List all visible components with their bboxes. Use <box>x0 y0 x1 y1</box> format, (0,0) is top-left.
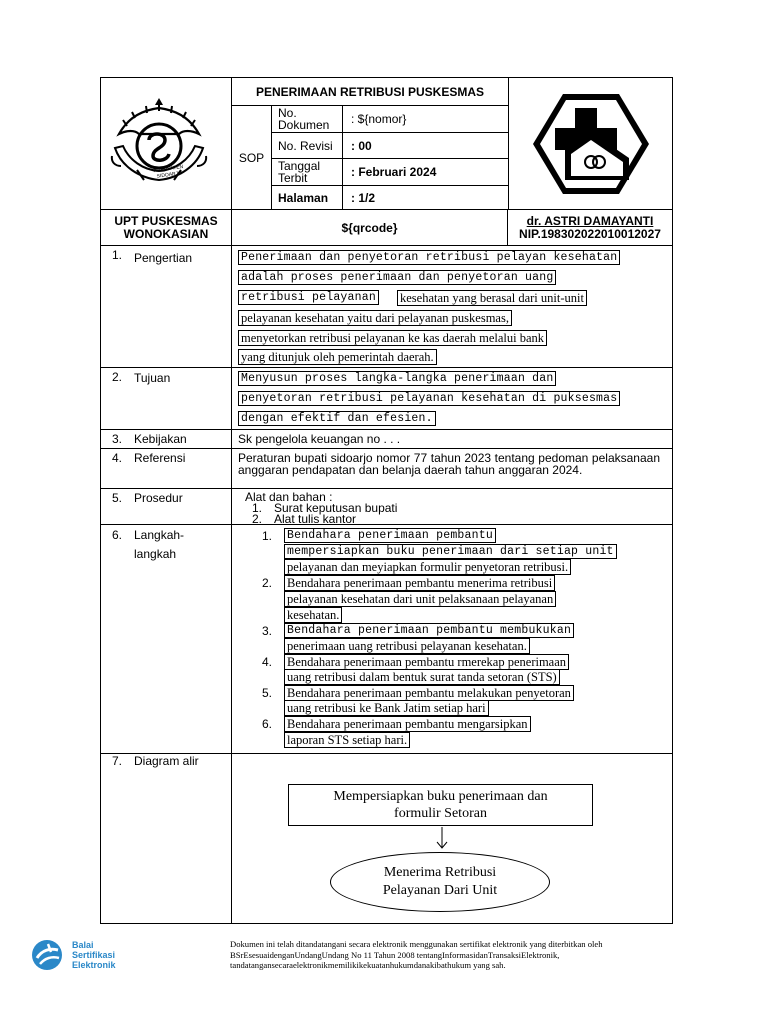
section-number: 6. <box>112 528 123 542</box>
section-title: Tujuan <box>134 371 171 385</box>
notice-line: Dokumen ini telah ditandatangani secara elektronik menggunakan sertifikat elektronik yang diterbitkan oleh <box>230 939 603 949</box>
meta-key: No. Dokumen <box>272 106 343 132</box>
section-title: Referensi <box>134 451 186 465</box>
section-title: Pengertian <box>134 251 193 265</box>
section-label <box>101 525 232 753</box>
list-number: 1. <box>252 501 263 515</box>
step-line: Bendahara penerimaan pembantu melakukan penyetoran <box>284 685 574 701</box>
section-title: Diagram alir <box>134 754 199 768</box>
section-title: Kebijakan <box>134 432 187 446</box>
text-line: yang ditunjuk oleh pemerintah daerah. <box>238 349 437 365</box>
section-prosedur <box>101 489 672 525</box>
section-content <box>232 489 672 524</box>
text-line: Penerimaan dan penyetoran retribusi pelayan kesehatan <box>238 250 620 265</box>
step-line: penerimaan uang retribusi pelayanan kesehatan. <box>284 638 530 654</box>
section-title-continued: langkah <box>134 547 177 561</box>
step-line: laporan STS setiap hari. <box>284 732 410 748</box>
list-number: 2. <box>252 512 263 526</box>
section-pengertian <box>101 246 672 368</box>
document-header <box>101 78 672 210</box>
step-line: Bendahara penerimaan pembantu menerima retribusi <box>284 575 555 591</box>
step-line: Bendahara penerimaan pembantu rmerekap penerimaan <box>284 654 569 670</box>
step-number: 4. <box>262 655 273 669</box>
text-line: retribusi pelayanan <box>238 290 379 305</box>
document-meta <box>272 106 508 210</box>
step-line: Bendahara penerimaan pembantu membukukan <box>284 623 574 638</box>
list-item: Alat tulis kantor <box>274 512 357 526</box>
section-referensi <box>101 449 672 489</box>
meta-row-nomor <box>272 106 508 133</box>
flow-step-text: Mempersiapkan buku penerimaan dan <box>333 789 548 804</box>
section-number: 3. <box>112 432 123 446</box>
section-number: 1. <box>112 248 123 262</box>
sop-document <box>100 77 673 924</box>
flowchart <box>101 754 672 923</box>
meta-key: Tanggal Terbit <box>272 159 343 185</box>
text-line: menyetorkan retribusi pelayanan ke kas daerah melalui bank <box>238 330 547 346</box>
step-number: 3. <box>262 624 273 638</box>
section-title: Langkah- <box>134 528 185 542</box>
text-line: penyetoran retribusi pelayanan kesehatan di puksesmas <box>238 391 620 406</box>
step-line: Bendahara penerimaan pembantu <box>284 528 496 543</box>
bsre-logo <box>30 938 160 972</box>
step-line: pelayanan kesehatan dari unit pelaksanaan pelayanan <box>284 591 556 607</box>
section-content <box>232 525 672 753</box>
section-diagram <box>101 754 672 923</box>
flow-terminal-ellipse <box>330 852 550 912</box>
section-label <box>101 246 232 367</box>
meta-key: No. Revisi <box>272 133 343 158</box>
e-signature-notice <box>230 939 670 971</box>
section-tujuan <box>101 368 672 430</box>
unit-line1: UPT PUSKESMAS <box>114 214 218 228</box>
text-line: Menyusun proses langka-langka penerimaan dan <box>238 371 556 386</box>
document-title: PENERIMAAN RETRIBUSI PUSKESMAS <box>232 78 508 106</box>
step-number: 1. <box>262 529 273 543</box>
text-line: dengan efektif dan efesien. <box>238 411 436 426</box>
bsre-line: Sertifikasi <box>72 950 116 960</box>
unit-name <box>101 210 232 246</box>
section-text: Sk pengelola keuangan no . . . <box>238 432 401 446</box>
text-line: pelayanan kesehatan yaitu dari pelayanan puskesmas, <box>238 310 512 326</box>
bsre-line: Balai <box>72 940 94 950</box>
flow-step-text: Pelayanan Dari Unit <box>382 883 498 898</box>
meta-row-tanggal <box>272 159 508 186</box>
document-subheader <box>101 210 672 246</box>
notice-line: tandatangansecaraelektronikmemilikikekuatanhukumdanakibathukum yang sah. <box>230 960 506 970</box>
step-number: 2. <box>262 576 273 590</box>
step-number: 5. <box>262 686 273 700</box>
meta-row-halaman <box>272 186 508 210</box>
bsre-line: Elektronik <box>72 960 116 970</box>
prosedur-intro: Alat dan bahan : <box>245 490 333 504</box>
puskesmas-logo-icon <box>531 92 651 196</box>
flow-step-box <box>288 784 593 826</box>
section-label <box>101 449 232 488</box>
section-text: Peraturan bupati sidoarjo nomor 77 tahun 2023 tentang pedoman pelaksanaan anggaran pendapatan dan belanja daerah tahun anggaran 2024. <box>238 451 660 477</box>
step-line: uang retribusi ke Bank Jatim setiap hari <box>284 700 489 716</box>
meta-value: : ${nomor} <box>351 112 407 126</box>
flow-step-text: formulir Setoran <box>394 806 487 821</box>
section-content <box>232 449 672 488</box>
step-line: kesehatan. <box>284 607 342 623</box>
unit-line2: WONOKASIAN <box>123 227 209 241</box>
qrcode-placeholder: ${qrcode} <box>232 210 508 246</box>
section-title: Prosedur <box>134 491 183 505</box>
section-number: 2. <box>112 370 123 384</box>
bsre-wordmark <box>72 940 116 970</box>
section-label <box>101 430 232 448</box>
section-content <box>232 430 672 448</box>
section-kebijakan <box>101 430 672 449</box>
step-line: mempersiapkan buku penerimaan dari setiap unit <box>284 544 617 559</box>
section-langkah <box>101 525 672 754</box>
section-label <box>101 489 232 524</box>
sop-label: SOP <box>232 106 272 210</box>
bsre-emblem-icon <box>30 938 66 972</box>
section-content <box>232 368 672 429</box>
section-label <box>101 368 232 429</box>
meta-row-revisi <box>272 133 508 159</box>
notice-line: BSrEsesuaidenganUndangUndang No 11 Tahun 2008 tentangInformasidanTransaksiElektronik, <box>230 949 560 960</box>
step-line: Bendahara penerimaan pembantu mengarsipkan <box>284 716 531 732</box>
meta-value: : Februari 2024 <box>351 165 437 179</box>
flow-arrow <box>435 827 449 853</box>
section-number: 7. <box>112 754 123 768</box>
right-logo-cell <box>508 78 672 210</box>
flow-step-text: Menerima Retribusi <box>383 865 497 880</box>
signer-nip: NIP.198302022010012027 <box>519 227 661 241</box>
section-number: 4. <box>112 451 123 465</box>
section-number: 5. <box>112 491 123 505</box>
signer-name: dr. ASTRI DAMAYANTI <box>526 214 654 228</box>
left-logo-cell <box>101 78 232 210</box>
left-logo-caption: KABUPATEN SIDOARJO <box>153 164 184 180</box>
signer <box>508 210 672 246</box>
step-number: 6. <box>262 717 273 731</box>
step-line: pelayanan dan meyiapkan formulir penyetoran retribusi. <box>284 559 571 575</box>
list-item: Surat keputusan bupati <box>274 501 398 515</box>
text-line: adalah proses penerimaan dan penyetoran uang <box>238 270 556 285</box>
step-line: uang retribusi dalam bentuk surat tanda setoran (STS) <box>284 669 560 685</box>
section-content <box>232 246 672 367</box>
meta-value: : 00 <box>351 138 372 153</box>
meta-key: Halaman <box>272 186 343 210</box>
meta-value: : 1/2 <box>351 191 376 205</box>
text-line: kesehatan yang berasal dari unit-unit <box>397 290 587 306</box>
